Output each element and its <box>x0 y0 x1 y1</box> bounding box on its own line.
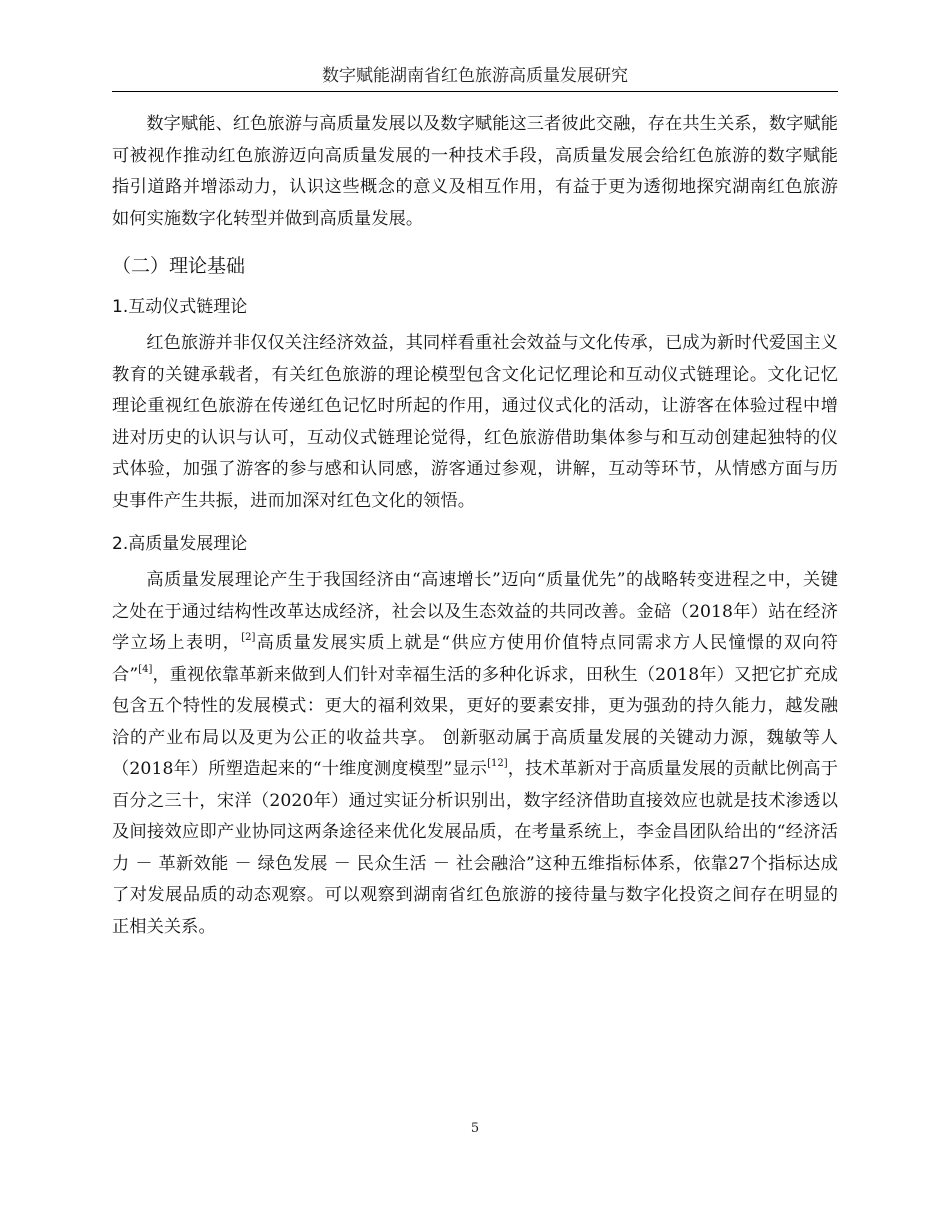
section-heading-theory-basis: （二）理论基础 <box>112 255 246 277</box>
citation-marker: [12] <box>487 758 508 769</box>
interaction-ritual-paragraph: 红色旅游并非仅仅关注经济效益，其同样看重社会效益与文化传承，已成为新时代爱国主义教育的关键承载者，有关红色旅游的理论模型包含文化记忆理论和互动仪式链理论。文化记忆理论重视红色旅游在传递红色记忆时所起的作用，通过仪式化的活动，让游客在体验过程中增进对历史的认识与认可，互动仪式链理论觉得，红色旅游借助集体参与和互动创建起独特的仪式体验，加强了游客的参与感和认同感，游客通过参观，讲解，互动等环节，从情感方面与历史事件产生共振，进而加深对红色文化的领悟。 <box>112 333 838 511</box>
subsection-heading-high-quality-development: 2.高质量发展理论 <box>112 534 248 554</box>
page-body <box>112 109 838 943</box>
paragraph-text: ，技术革新对于高质量发展的贡献比例高于百分之三十，宋洋（2020年）通过实证分析识别出，数字经济借助直接效应也就是技术渗透以及间接效应即产业协同这两条途径来优化发展品质，在考量系统上，李金昌团队给出的“经济活力 － 革新效能 － 绿色发展 － 民众生活 － 社会融洽”这种五维指标体系，依靠27个指标达成了对发展品质的动态观察。可以观察到湖南省红色旅游的接待量与数字化投资之间存在明显的正相关关系。 <box>112 759 839 937</box>
citation-marker: [4] <box>138 663 153 675</box>
paragraph-text: ，重视依靠革新来做到人们针对幸福生活的多种化诉求，田秋生（2018年）又把它扩充成包含五个特性的发展模式：更大的福利效果，更好的要素安排，更为强劲的持久能力，越发融洽的产业布局以及更为公正的收益共享。 创新驱动属于高质量发展的关键动力源，魏敏等人（2018年）所塑造起来的“十维度测度模型”显示 <box>112 664 838 779</box>
high-quality-development-paragraph <box>112 565 838 943</box>
running-header-title: 数字赋能湖南省红色旅游高质量发展研究 <box>322 66 628 86</box>
citation-marker: [2] <box>241 632 256 643</box>
paragraph-text: 高质量发展理论产生于我国经济由“高速增长”迈向“质量优先”的战略转变进程之中，关键之处在于通过结构性改革达成经济，社会以及生态效益的共同改善。金碚（2018年）站在经济学立场上表明， <box>112 570 838 653</box>
subsection-heading-interaction-ritual-chain: 1.互动仪式链理论 <box>112 297 248 317</box>
page-number: 5 <box>470 1121 480 1136</box>
header-divider <box>112 91 838 92</box>
paragraph-text: 高质量发展实质上就是“供应方使用价值特点同需求方人民憧憬的双向符合” <box>112 633 838 685</box>
intro-paragraph: 数字赋能、红色旅游与高质量发展以及数字赋能这三者彼此交融，存在共生关系，数字赋能可被视作推动红色旅游迈向高质量发展的一种技术手段，高质量发展会给红色旅游的数字赋能指引道路并增添动力，认识这些概念的意义及相互作用，有益于更为透彻地探究湖南红色旅游如何实施数字化转型并做到高质量发展。 <box>112 114 838 229</box>
